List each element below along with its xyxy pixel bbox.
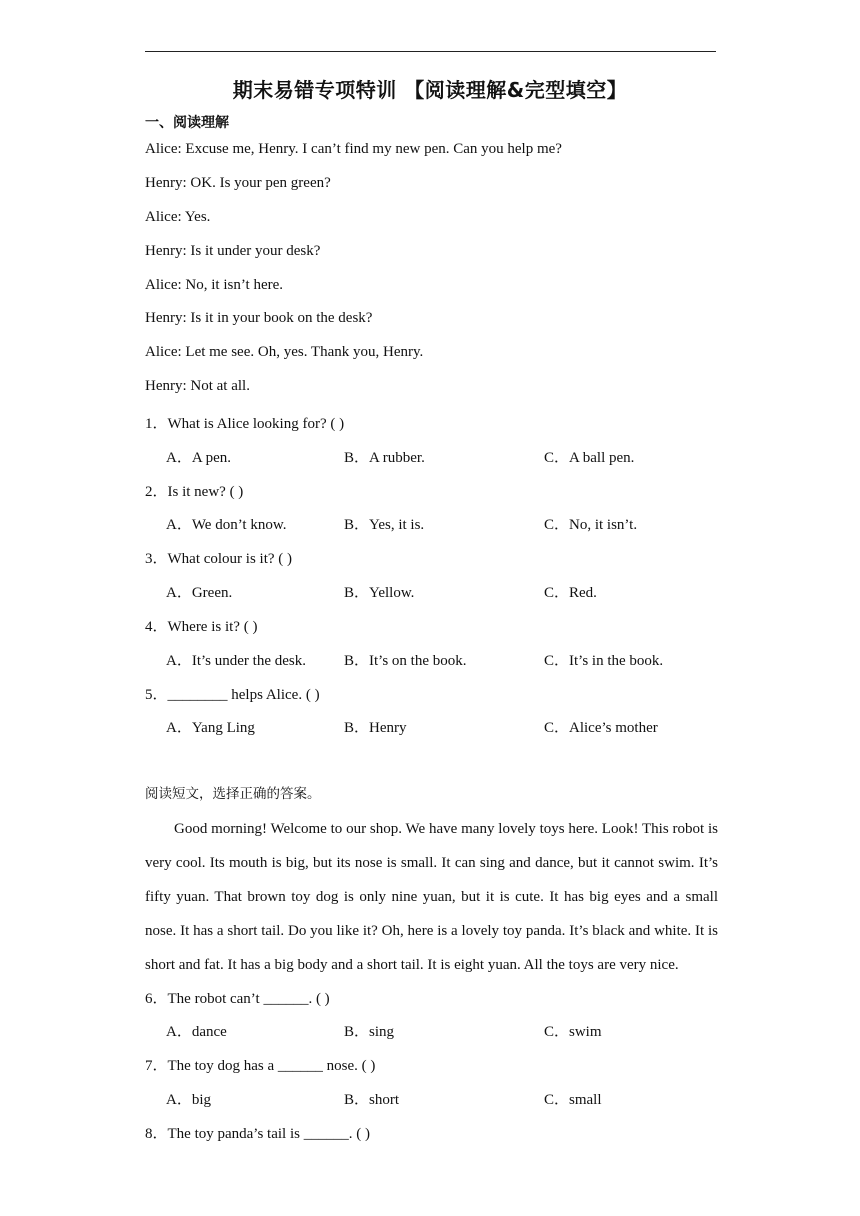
q4-option-c[interactable]: C．It’s in the book. (544, 653, 664, 669)
q5-option-a[interactable]: A．Yang Ling (166, 720, 255, 736)
q2-option-b[interactable]: B．Yes, it is. (344, 517, 425, 533)
dialogue-line: Alice: Yes. (145, 209, 211, 225)
q3-option-a[interactable]: A．Green. (166, 585, 233, 601)
dialogue-line: Alice: Let me see. Oh, yes. Thank you, Henry. (145, 344, 424, 360)
q7-option-c[interactable]: C．small (544, 1092, 602, 1108)
q6-option-b[interactable]: B．sing (344, 1024, 395, 1040)
q1-option-c[interactable]: C．A ball pen. (544, 450, 635, 466)
q1-option-a[interactable]: A．A pen. (166, 450, 231, 466)
q6-option-a[interactable]: A．dance (166, 1024, 227, 1040)
q3-option-c[interactable]: C．Red. (544, 585, 597, 601)
passage-instruction: 阅读短文，选择正确的答案。 (145, 786, 321, 802)
page-title: 期末易错专项特训 【阅读理解&完型填空】 (232, 78, 628, 102)
q2-option-a[interactable]: A．We don’t know. (166, 517, 287, 533)
q5-option-b[interactable]: B．Henry (344, 720, 407, 736)
question-7: 7．The toy dog has a ______ nose. ( ) (145, 1058, 376, 1074)
dialogue-line: Henry: Not at all. (145, 378, 250, 394)
q4-option-b[interactable]: B．It’s on the book. (344, 653, 467, 669)
q6-option-c[interactable]: C．swim (544, 1024, 602, 1040)
dialogue-line: Henry: Is it under your desk? (145, 243, 321, 259)
question-6: 6．The robot can’t ______. ( ) (145, 991, 330, 1007)
section-heading-reading: 一、阅读理解 (145, 115, 229, 131)
q3-option-b[interactable]: B．Yellow. (344, 585, 415, 601)
question-8: 8．The toy panda’s tail is ______. ( ) (145, 1126, 370, 1142)
question-1: 1．What is Alice looking for? ( ) (145, 416, 345, 432)
header-rule (145, 51, 716, 52)
question-2: 2．Is it new? ( ) (145, 484, 244, 500)
dialogue-line: Henry: OK. Is your pen green? (145, 175, 331, 191)
dialogue-line: Alice: No, it isn’t here. (145, 277, 284, 293)
question-4: 4．Where is it? ( ) (145, 619, 258, 635)
q7-option-a[interactable]: A．big (166, 1092, 212, 1108)
q4-option-a[interactable]: A．It’s under the desk. (166, 653, 306, 669)
dialogue-line: Alice: Excuse me, Henry. I can’t find my new pen. Can you help me? (145, 141, 562, 157)
question-5: 5．________ helps Alice. ( ) (145, 687, 320, 703)
q1-option-b[interactable]: B．A rubber. (344, 450, 425, 466)
q5-option-c[interactable]: C．Alice’s mother (544, 720, 658, 736)
reading-passage: Good morning! Welcome to our shop. We have many lovely toys here. Look! This robot is very cool. Its mouth is big, but its nose is small. It can sing and dance, but it cannot swim. It’s fifty yuan. That brown toy dog is only nine yuan, but it is cute. It has big eyes and a small nose. It has a short tail. Do you like it? Oh, here is a lovely toy panda. It’s black and white. It is short and fat. It has a big body and a short tail. It is eight yuan. All the toys are very nice. (145, 821, 718, 973)
dialogue-line: Henry: Is it in your book on the desk? (145, 310, 373, 326)
question-3: 3．What colour is it? ( ) (145, 551, 293, 567)
q2-option-c[interactable]: C．No, it isn’t. (544, 517, 638, 533)
q7-option-b[interactable]: B．short (344, 1092, 400, 1108)
